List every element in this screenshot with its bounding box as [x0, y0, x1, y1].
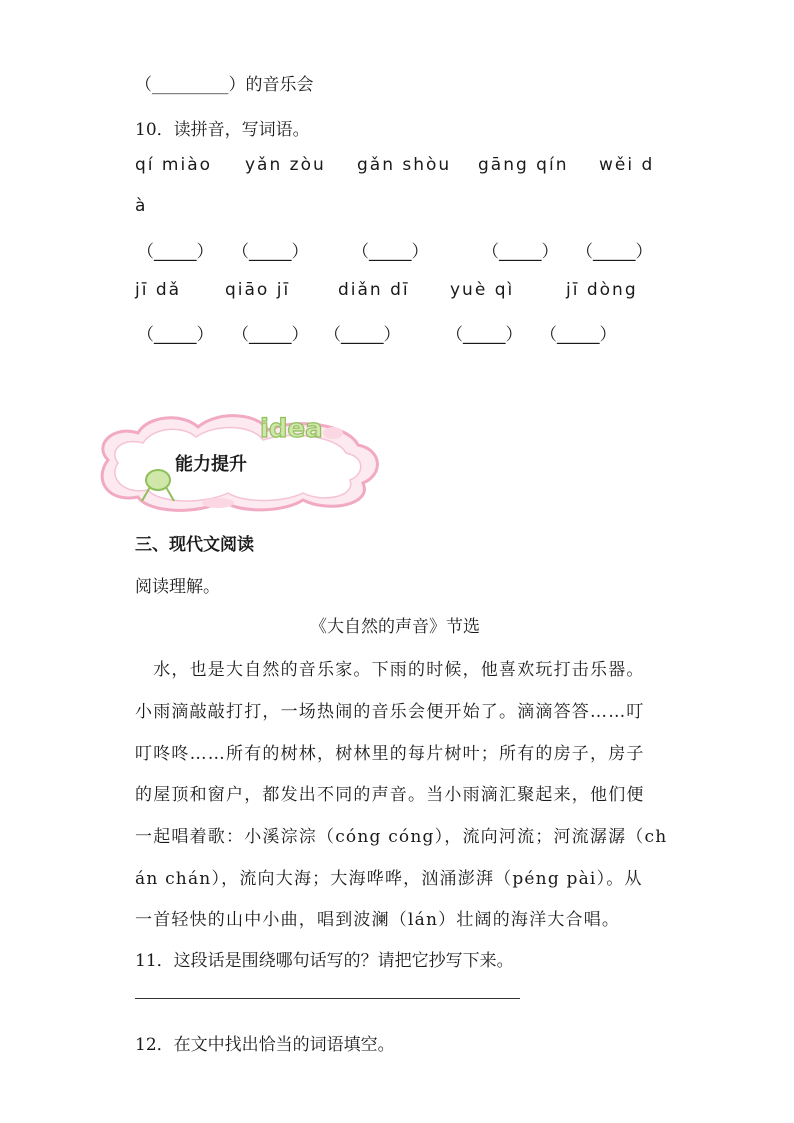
pinyin-item: yuè qì: [450, 280, 515, 300]
pinyin-item: jī dòng: [566, 280, 638, 300]
answer-blank[interactable]: （_____）: [137, 242, 214, 262]
answer-blank[interactable]: （_____）: [137, 325, 214, 345]
answer-blank[interactable]: （_____）: [540, 325, 617, 345]
pinyin-item: qí miào: [135, 155, 213, 175]
question-10: 10．读拼音，写词语。: [135, 120, 310, 140]
answer-line[interactable]: [135, 998, 520, 999]
pinyin-item: gāng qín: [478, 155, 569, 175]
instruction: 阅读理解。: [135, 577, 220, 597]
pinyin-item: gǎn shòu: [357, 155, 452, 175]
pinyin-item: diǎn dī: [338, 280, 410, 300]
blank-phrase: （_________）的音乐会: [135, 75, 314, 95]
passage-line: 小雨滴敲敲打打，一场热闹的音乐会便开始了。滴滴答答……叮: [135, 702, 645, 722]
pinyin-item: qiāo jī: [225, 280, 291, 300]
passage-line: 的屋顶和窗户，都发出不同的声音。当小雨滴汇聚起来，他们便: [135, 785, 645, 805]
answer-blank[interactable]: （_____）: [232, 242, 309, 262]
passage-title: 《大自然的声音》节选: [310, 617, 480, 637]
pinyin-item: jī dǎ: [135, 280, 182, 300]
question-12: 12．在文中找出恰当的词语填空。: [135, 1035, 395, 1055]
answer-blank[interactable]: （_____）: [576, 242, 653, 262]
pinyin-item: à: [135, 196, 148, 216]
answer-blank[interactable]: （_____）: [352, 242, 429, 262]
idea-logo: idea: [260, 414, 323, 444]
section-heading: 三、现代文阅读: [135, 535, 254, 555]
section-badge-title: 能力提升: [175, 454, 247, 475]
answer-blank[interactable]: （_____）: [324, 325, 401, 345]
answer-blank[interactable]: （_____）: [446, 325, 523, 345]
question-11: 11．这段话是围绕哪句话写的？请把它抄写下来。: [135, 951, 514, 971]
passage-line: 一起唱着歌：小溪淙淙（cóng cóng），流向河流；河流潺潺（ch: [135, 827, 668, 847]
answer-blank[interactable]: （_____）: [482, 242, 559, 262]
passage-line: án chán），流向大海；大海哗哗，汹涌澎湃（péng pài）。从: [135, 869, 643, 889]
passage-line: 叮咚咚……所有的树林，树林里的每片树叶；所有的房子，房子: [135, 744, 645, 764]
passage-line: 水，也是大自然的音乐家。下雨的时候，他喜欢玩打击乐器。: [135, 660, 645, 680]
pinyin-item: wěi d: [599, 155, 655, 175]
pinyin-item: yǎn zòu: [245, 155, 326, 175]
passage-line: 一首轻快的山中小曲，唱到波澜（lán）壮阔的海洋大合唱。: [135, 910, 621, 930]
answer-blank[interactable]: （_____）: [232, 325, 309, 345]
